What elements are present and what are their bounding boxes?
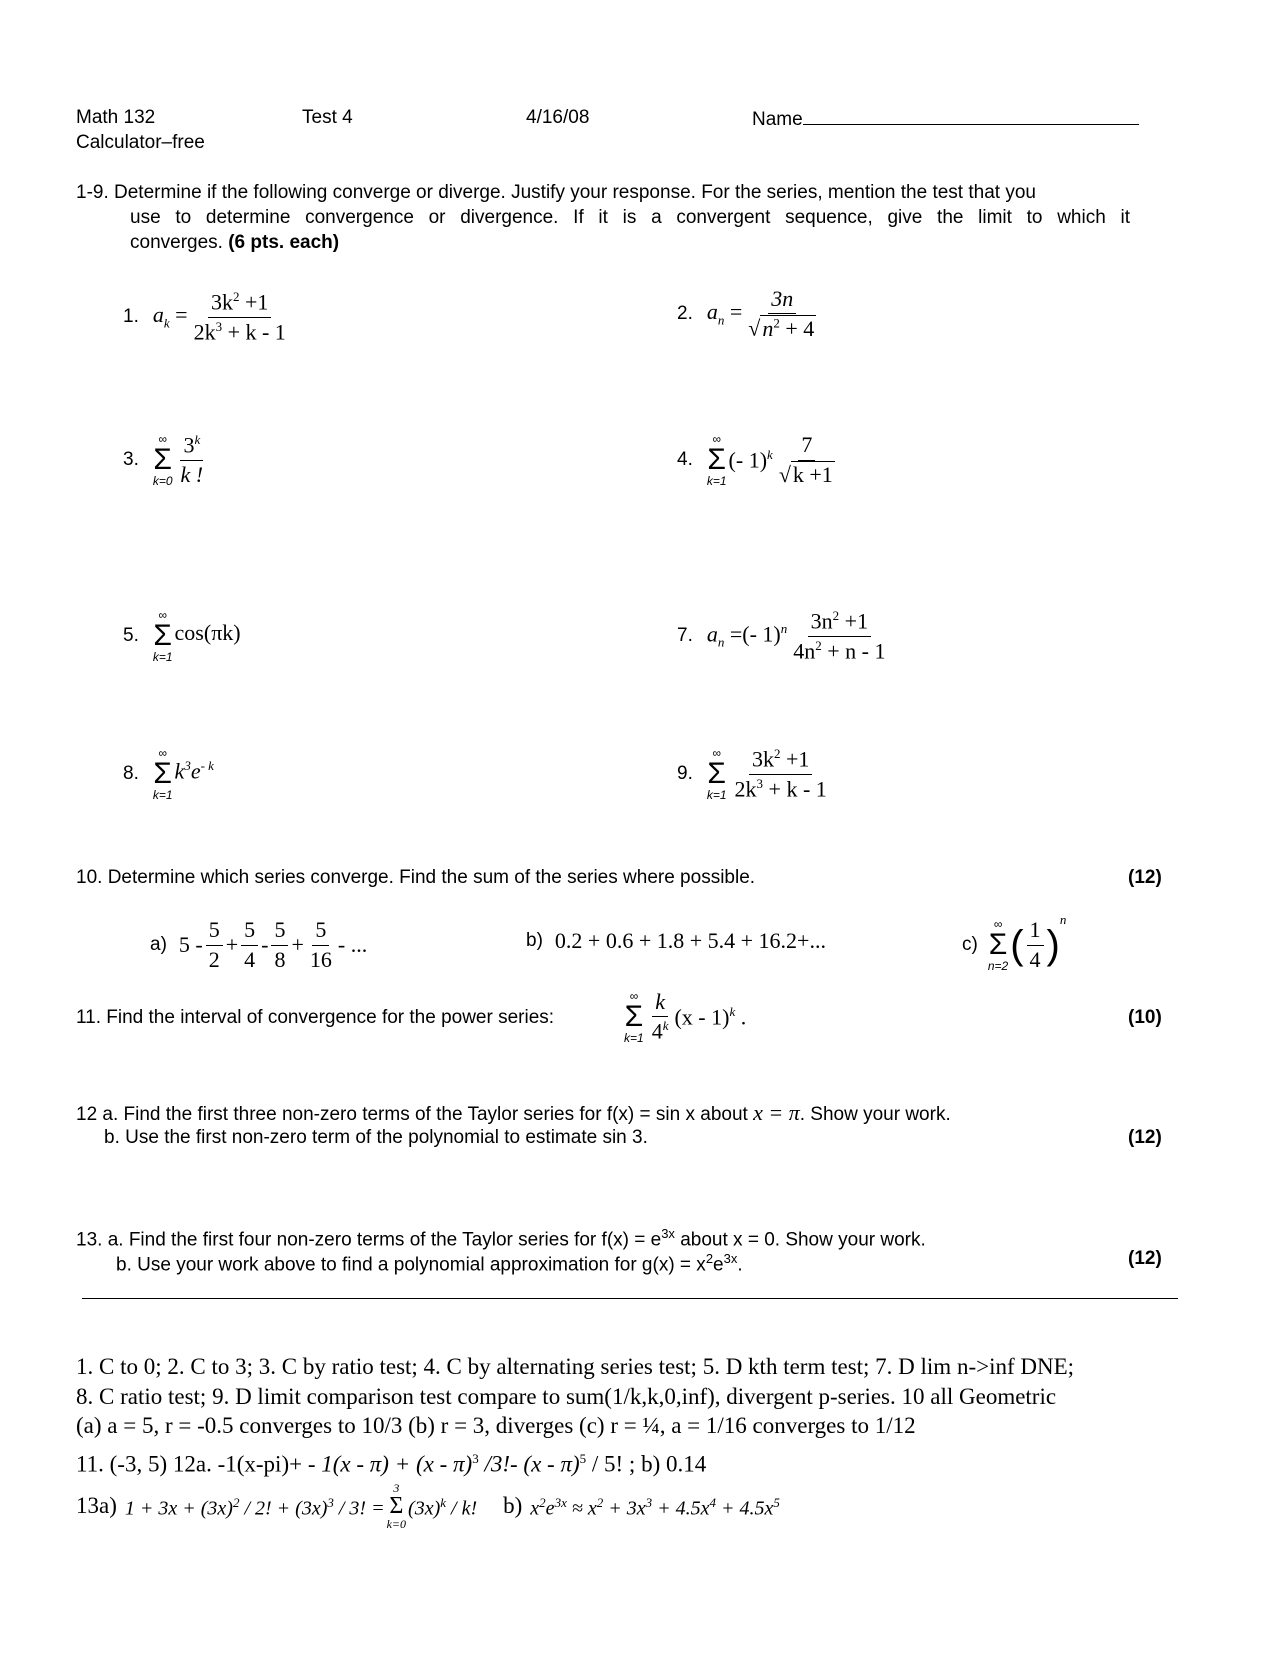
question-13-points: (12) — [1128, 1248, 1162, 1269]
summation-icon: ∞ Σ k=1 — [706, 432, 727, 488]
question-10a-frac-1: $\frac{5}{2}$ — [206, 918, 223, 971]
question-10a-op-4: - ... — [337, 932, 368, 957]
summation-icon: ∞ Σ k=0 — [152, 432, 173, 488]
problem-5-term: cos(πk) — [174, 620, 241, 645]
summation-icon: ∞ Σ k=1 — [152, 608, 173, 664]
question-10c — [962, 912, 1066, 978]
sqrt-icon: $√n^2 + 4$ — [748, 315, 815, 341]
instructions-converges: converges. — [130, 232, 223, 253]
summation-icon: ∞ Σ k=1 — [706, 746, 727, 802]
answer-separator — [82, 1298, 1178, 1299]
question-10a-frac-4: $\frac{5}{16}$ — [309, 917, 332, 972]
problem-2-fraction: $\frac{3n}{√n^2 + 4}$ — [748, 286, 815, 341]
problem-3-number: 3. — [123, 449, 139, 470]
answers-line-3: (a) a = 5, r = -0.5 converges to 10/3 (b) r = 3, diverges (c) r = ¼, a = 1/16 converges to 1/12 — [76, 1413, 916, 1438]
question-10a-frac-3: $\frac{5}{8}$ — [271, 918, 288, 971]
question-13a: 13. a. Find the first four non-zero terms of the Taylor series for $f(x) = e^{3x}$ about x = 0. Show your work. — [76, 1226, 926, 1251]
question-10a-frac-2: $\frac{5}{4}$ — [241, 918, 258, 971]
question-10a-op-2: - — [261, 932, 269, 957]
question-11-series — [622, 984, 746, 1050]
problem-1 — [123, 282, 292, 352]
instructions-line-3 — [130, 231, 339, 255]
question-10-text: 10. Determine which series converge. Find the sum of the series where possible. — [76, 867, 756, 888]
problem-4-factor: (- 1)$^k$ — [728, 446, 773, 473]
instructions-points: (6 pts. each) — [228, 232, 340, 253]
question-10a-lead: 5 - — [178, 932, 203, 957]
problem-4-number: 4. — [677, 449, 693, 470]
problem-4-fraction: $\frac{7}{√k +1}$ — [778, 432, 833, 487]
question-13b: b. Use your work above to find a polynomial approximation for $g(x) = x^2e^{3x}$. — [116, 1251, 743, 1276]
question-11-tail: (x - 1)$^k$ . — [674, 1003, 747, 1030]
calculator-note: Calculator–free — [76, 132, 205, 153]
problem-9-fraction: $\frac{3k^2 +1}{2k^3 + k - 1}$ — [734, 745, 827, 801]
instructions-line-1: 1-9. Determine if the following converge or diverge. Justify your response. For the series, mention the test that you — [76, 182, 1036, 203]
problem-7-lhs: $a_n$ =(- 1)$^n$ — [706, 621, 788, 650]
answers-line-5 — [76, 1476, 780, 1536]
summation-icon: ∞ Σ k=1 — [152, 746, 173, 802]
answers-line-2: 8. C ratio test; 9. D limit comparison test compare to sum(1/k,k,0,inf), divergent p-series. 10 all Geometric — [76, 1384, 1057, 1409]
problem-8 — [123, 738, 214, 810]
question-10a-label: a) — [150, 934, 167, 955]
question-11-fraction: $\frac{k}{4^k}$ — [651, 989, 669, 1044]
question-10b — [526, 928, 826, 954]
problem-2-lhs: $a_n$ = — [706, 299, 743, 328]
problem-2 — [677, 278, 822, 350]
problem-7-fraction: $\frac{3n^2 +1}{4n^2 + n - 1}$ — [793, 607, 886, 663]
instructions-line-2: use to determine convergence or divergence. If it is a convergent sequence, give the limit to which it — [130, 207, 1130, 228]
question-12-points: (12) — [1128, 1127, 1162, 1148]
answer-13b-expr: $x^2e^{3x} \approx x^2 + 3x^3 + 4.5x^4 + 4.5x^5$ — [530, 1495, 780, 1520]
problem-1-lhs: $a_k$ = — [152, 302, 188, 331]
name-field — [752, 106, 1139, 132]
question-12a: 12 a. Find the first three non-zero terms of the Taylor series for f(x) = sin x about x = π. Show your work. — [76, 1100, 951, 1125]
question-10c-exponent: n — [1059, 912, 1067, 927]
problem-3-fraction: $\frac{3^k}{k !}$ — [180, 432, 204, 487]
problem-7 — [677, 600, 891, 672]
right-paren-icon: ) — [1046, 922, 1060, 967]
answers-line-1: 1. C to 0; 2. C to 3; 3. C by ratio test; 4. C by alternating series test; 5. D kth term test; 7. D lim n->inf DNE; — [76, 1354, 1075, 1379]
summation-icon: 3 Σ k=0 — [386, 1481, 407, 1531]
question-10a-op-1: + — [225, 932, 239, 957]
question-12b: b. Use the first non-zero term of the polynomial to estimate sin 3. — [104, 1127, 648, 1148]
problem-9-number: 9. — [677, 763, 693, 784]
question-10c-fraction: $\frac{1}{4}$ — [1027, 918, 1044, 971]
problem-9 — [677, 738, 833, 810]
problem-7-number: 7. — [677, 625, 693, 646]
question-11-text: 11. Find the interval of convergence for the power series: — [76, 1007, 555, 1028]
question-11-points: (10) — [1128, 1007, 1162, 1028]
question-10a — [150, 914, 367, 976]
answer-13b-label: b) — [503, 1493, 523, 1518]
problem-1-number: 1. — [123, 306, 139, 327]
test-date: 4/16/08 — [526, 107, 590, 128]
summation-icon: ∞ Σ k=1 — [624, 989, 644, 1045]
question-10c-label: c) — [962, 934, 978, 955]
question-10a-op-3: + — [291, 932, 304, 957]
summation-icon: ∞ Σ n=2 — [987, 917, 1009, 973]
name-blank-line — [803, 106, 1139, 125]
problem-5-number: 5. — [123, 625, 139, 646]
problem-5 — [123, 600, 241, 672]
problem-2-number: 2. — [677, 303, 693, 324]
test-title: Test 4 — [302, 107, 353, 128]
problem-4 — [677, 424, 841, 496]
left-paren-icon: ( — [1010, 922, 1024, 967]
answer-13a-expr: $1 + 3x + (3x)^2 / 2$! + $(3x)^3 / 3$! = — [124, 1495, 385, 1520]
problem-8-term: $k^3e^{- k}$ — [174, 757, 214, 784]
question-10b-expr: 0.2 + 0.6 + 1.8 + 5.4 + 16.2+... — [554, 928, 826, 953]
answer-13a-sum-term: $(3x)^k$ / k! — [408, 1495, 478, 1520]
question-10-points: (12) — [1128, 867, 1162, 888]
question-10b-label: b) — [526, 930, 543, 951]
answer-13a-label: 13a) — [76, 1493, 117, 1518]
question-12-about-expr: x = π — [753, 1100, 800, 1125]
problem-8-number: 8. — [123, 763, 139, 784]
problem-3 — [123, 424, 209, 496]
sqrt-icon: √k +1 — [778, 461, 833, 487]
problem-1-fraction: $\frac{3k^2 +1}{2k^3 + k - 1}$ — [193, 288, 286, 344]
name-label: Name — [752, 109, 803, 130]
answers-line-4: 11. (-3, 5) 12a. -1(x-pi)+ - 1(x - π) + (x - π)$^3$ /3!- (x - π)$^5$ / 5! ; b) 0.14 — [76, 1451, 707, 1477]
course-title: Math 132 — [76, 107, 156, 128]
